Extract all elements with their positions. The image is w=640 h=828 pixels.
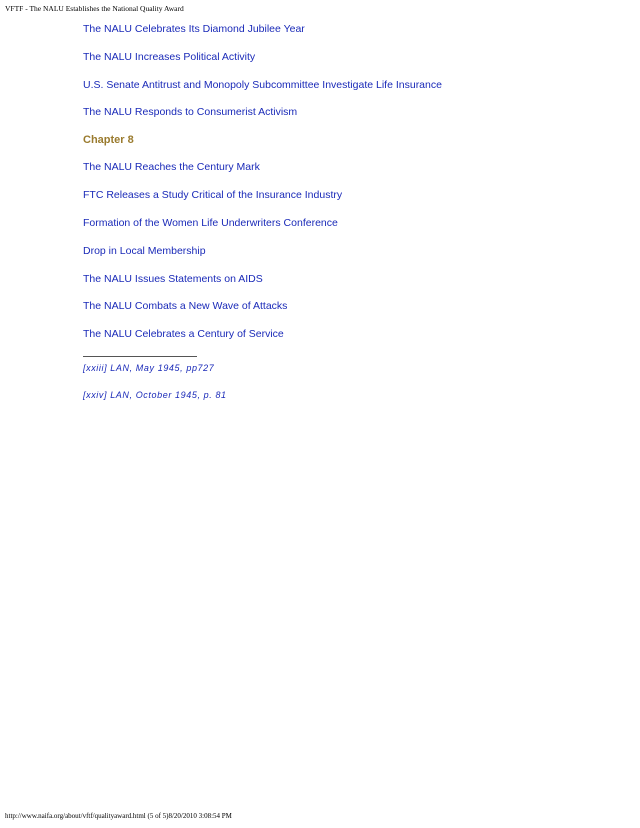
link-list-chapter-7 [83,23,603,119]
toc-link[interactable]: Drop in Local Membership [83,244,206,257]
footnote-list [83,363,603,401]
link-list-chapter-8 [83,161,603,341]
chapter-heading: Chapter 8 [83,134,134,147]
footnote-divider [83,356,197,357]
toc-link[interactable]: FTC Releases a Study Critical of the Insurance Industry [83,189,343,202]
toc-link[interactable]: The NALU Celebrates Its Diamond Jubilee Year [83,23,305,35]
toc-link[interactable]: The NALU Responds to Consumerist Activism [83,106,298,119]
toc-link[interactable]: Formation of the Women Life Underwriters Conference [83,217,338,230]
toc-link[interactable]: The NALU Celebrates a Century of Service [83,328,284,341]
toc-link[interactable]: The NALU Issues Statements on AIDS [83,272,263,285]
page-content [83,23,603,416]
toc-link[interactable]: The NALU Combats a New Wave of Attacks [83,300,288,313]
toc-link[interactable]: The NALU Reaches the Century Mark [83,161,260,174]
footnote-link[interactable]: [xxiii] LAN, May 1945, pp727 [83,363,215,374]
print-footer: http://www.naifa.org/about/vftf/qualityaward.html (5 of 5)8/20/2010 3:08:54 PM [5,812,232,820]
toc-link[interactable]: The NALU Increases Political Activity [83,50,256,63]
footnote-link[interactable]: [xxiv] LAN, October 1945, p. 81 [83,389,227,400]
toc-link[interactable]: U.S. Senate Antitrust and Monopoly Subcommittee Investigate Life Insurance [83,78,442,91]
print-header: VFTF - The NALU Establishes the National Quality Award [5,4,184,13]
